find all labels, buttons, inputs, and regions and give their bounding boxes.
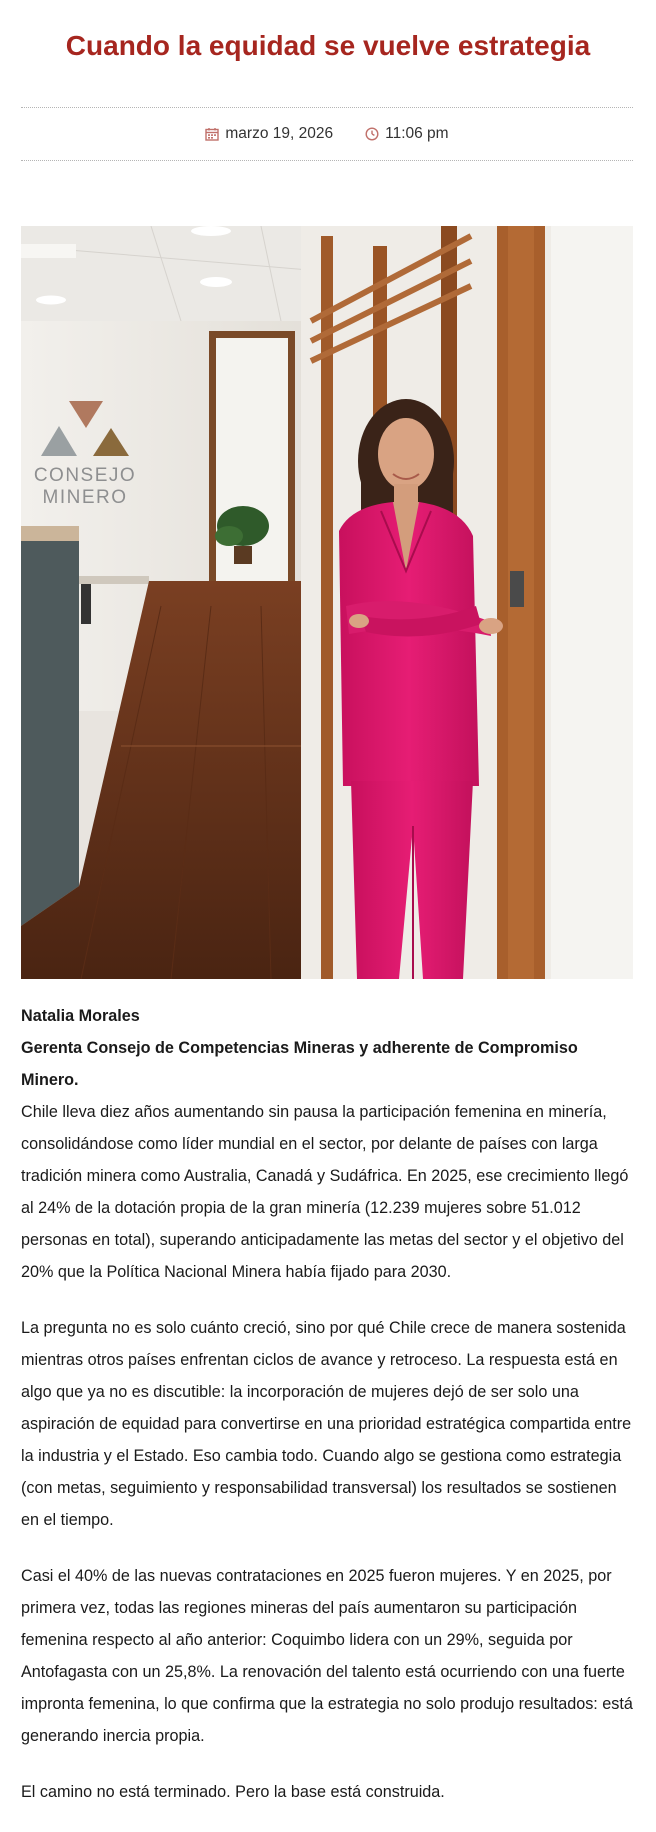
post-date [205,125,333,143]
wall-logo-line1: CONSEJO [33,465,137,486]
calendar-icon [205,127,219,141]
clock-icon [365,127,379,141]
post-date-text: marzo 19, 2026 [225,125,334,142]
post-time [365,125,448,143]
author-name: Natalia Morales [21,1007,140,1025]
featured-image [21,226,633,979]
article-paragraph: Casi el 40% de las nuevas contrataciones en 2025 fueron mujeres. Y en 2025, por primera vez, todas las regiones mineras del país aumentaron su participación femenina respecto al año anterior: Coquimbo lidera con un 29%, seguida por Antofagasta con un 25,8%. La renovación del talento está ocurriendo con una fuerte impronta femenina, lo que confirma que la estrategia no solo produjo resultados: está generando inercia propia. [21,1567,633,1745]
post-time-text: 11:06 pm [385,125,449,142]
article-paragraph: La pregunta no es solo cuánto creció, sino por qué Chile crece de manera sostenida mientras otros países enfrentan ciclos de avance y retroceso. La respuesta está en algo que ya no es discutible: la incorporación de mujeres dejó de ser solo una aspiración de equidad para convertirse en una prioridad estratégica compartida entre la industria y el Estado. Eso cambia todo. Cuando algo se gestiona como estrategia (con metas, seguimiento y responsabilidad transversal) los resultados se sostienen en el tiempo. [21,1319,632,1529]
post-meta [21,107,633,161]
article-paragraph: El camino no está terminado. Pero la base está construida. [21,1783,445,1801]
article-title: Cuando la equidad se vuelve estrategia [65,29,591,61]
author-role: Gerenta Consejo de Competencias Mineras y adherente de Compromiso Minero. [21,1039,578,1089]
wall-logo-line2: MINERO [42,487,128,508]
article-paragraph: Chile lleva diez años aumentando sin pausa la participación femenina en minería, consolidándose como líder mundial en el sector, por delante de países con larga tradición minera como Australia, Canadá y Sudáfrica. En 2025, ese crecimiento llegó al 24% de la dotación propia de la gran minería (12.239 mujeres sobre 51.012 personas en total), superando anticipadamente las metas del sector y el objetivo del 20% que la Política Nacional Minera había fijado para 2030. [21,1103,629,1281]
article-body [21,1000,637,1832]
